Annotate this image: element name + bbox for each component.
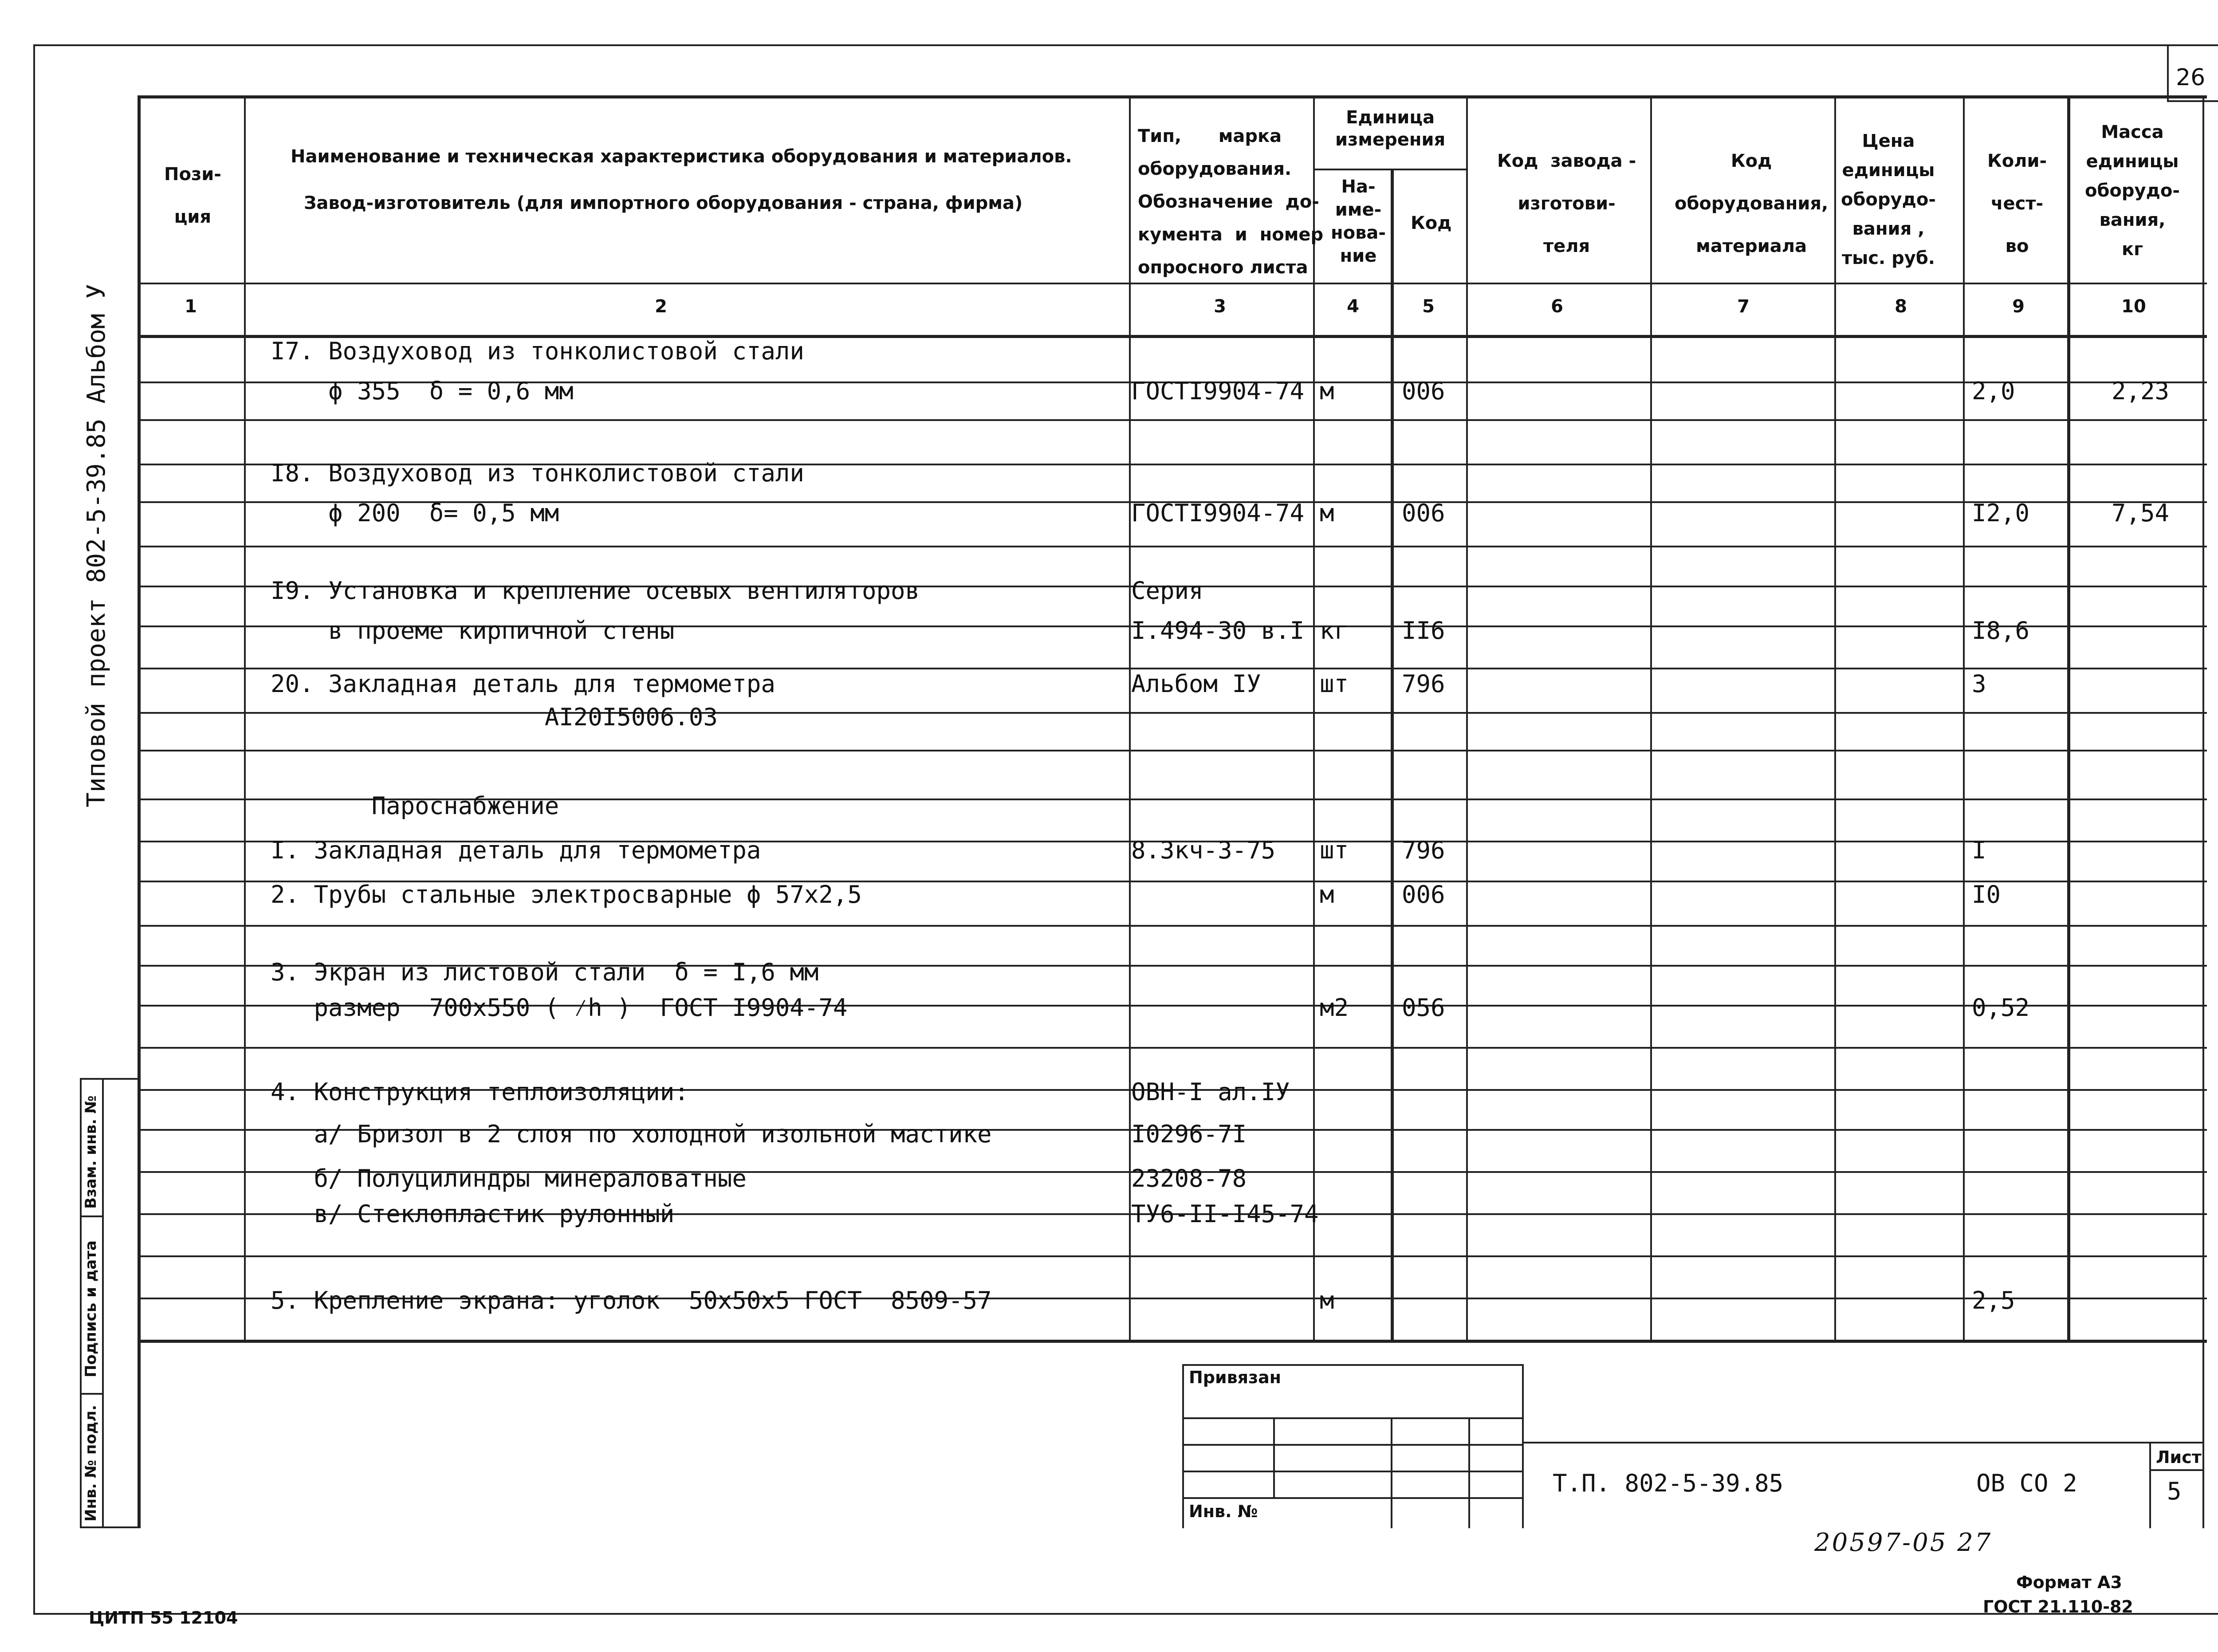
header-col7: Код оборудования, материала [1675,151,1829,256]
vline-right [2202,95,2204,1528]
stamp-sheet-number: 5 [2167,1477,2182,1505]
vline-2 [1129,95,1131,1342]
row-name: а/ Бризол в 2 слоя по холодной изольной мастике [271,1120,992,1148]
page-box-bottom [2167,100,2218,102]
vline-left [138,95,141,1528]
row-unit: шт [1320,836,1349,864]
header-col5: Код [1411,213,1452,233]
stamp-sheet-split [2149,1469,2204,1471]
vline-7 [1834,95,1836,1342]
row-code: 006 [1402,499,1445,527]
row-unit: шт [1320,670,1349,698]
table-top [138,95,2207,98]
row-code: II6 [1402,617,1445,645]
header-col1: Пози- ция [164,164,221,227]
vline-6 [1650,95,1652,1342]
colnum-3: 3 [1214,296,1226,317]
row-qty: 0,52 [1972,994,2030,1022]
row-code: 796 [1402,670,1445,698]
stamp-attached-label: Привязан [1189,1368,1282,1387]
row-unit: м [1320,1286,1334,1314]
header-col10: Масса единицы оборудо- вания, кг [2085,122,2180,260]
row-doc: ГОСТI9904-74 [1131,499,1305,527]
header-col2-line2: Завод-изготовитель (для импортного оборудования - страна, фирма) [304,193,1023,213]
side-stamp-inv: Инв. № подл. [82,1404,100,1522]
colnum-8: 8 [1895,296,1907,317]
row-name: в проеме кирпичной стены [271,617,675,645]
row-doc: ТУ6-II-I45-74 [1131,1200,1319,1228]
row-doc: I0296-7I [1131,1120,1247,1148]
stamp-col-a [1273,1417,1275,1497]
side-stamp-podpis: Подпись и дата [82,1240,100,1377]
row-name: I. Закладная деталь для термометра [271,836,761,864]
row-name: размер 700x550 ( ⁄h ) ГОСТ I9904-74 [271,994,848,1022]
stamp-line-3 [1182,1471,1524,1472]
row-divider [138,750,2207,751]
colnum-10: 10 [2121,296,2146,317]
side-stamp-inner [102,1078,104,1528]
row-name: I9. Установка и крепление осевых вентиляторов [271,577,920,605]
row-code: 006 [1402,881,1445,909]
vline-1 [244,95,246,1342]
header-col6: Код завода - изготови- теля [1497,151,1636,256]
side-stamp-vzam: Взам. инв. № [82,1095,100,1209]
stamp-designation: Т.П. 802-5-39.85 [1553,1469,1784,1497]
row-doc: 8.3кч-3-75 [1131,836,1276,864]
stamp-col-c [1468,1417,1470,1528]
stamp-line-4 [1182,1497,1524,1499]
side-stamp-left [80,1078,82,1528]
handwritten-number: 20597-05 27 [1814,1528,1993,1557]
row-qty: I0 [1972,881,2001,909]
page-box-left [2167,44,2169,102]
row-name: ϕ 200 δ= 0,5 мм [271,499,559,527]
format-label: Формат А3 [2016,1573,2122,1592]
row-doc: I.494-30 в.I [1131,617,1305,645]
row-doc: Альбом IУ [1131,670,1261,698]
row-code: 796 [1402,836,1445,864]
row-name: 3. Экран из листовой стали δ = I,6 мм [271,958,819,986]
colnum-1: 1 [185,296,197,317]
row-name: в/ Стеклопластик рулонный [271,1200,675,1228]
row-name: Пароснабжение [271,792,559,820]
stamp-col-b [1391,1417,1392,1528]
stamp-sheet-left [2149,1442,2151,1528]
standard-label: ГОСТ 21.110-82 [1983,1597,2133,1617]
stamp-sheet-label: Лист [2156,1447,2202,1467]
row-divider [138,546,2207,547]
row-qty: I8,6 [1972,617,2030,645]
row-unit: м [1320,377,1334,405]
row-mass: 7,54 [2112,499,2170,527]
colnum-7: 7 [1737,296,1750,317]
row-qty: I [1972,836,1986,864]
header-col9: Коли- чест- во [1987,151,2047,256]
row-qty: 2,0 [1972,377,2015,405]
stamp-line-1 [1182,1417,1524,1419]
row-doc: 23208-78 [1131,1164,1247,1192]
row-name: 5. Крепление экрана: уголок 50x50x5 ГОСТ 8509-57 [271,1286,992,1314]
stamp-code: ОВ СО 2 [1976,1469,2077,1497]
table-bottom [138,1340,2207,1343]
row-unit: м [1320,499,1334,527]
side-stamp-top [80,1078,139,1080]
row-name: ϕ 355 δ = 0,6 мм [271,377,574,405]
vline-9 [2067,95,2070,1342]
row-unit: кг [1320,617,1349,645]
colnum-9: 9 [2012,296,2025,317]
row-name: I8. Воздуховод из тонколистовой стали [271,459,804,487]
side-stamp-div-2 [80,1393,102,1395]
vline-5 [1466,95,1468,1342]
colnum-2: 2 [655,296,667,317]
header-col45: Единица измерения [1335,107,1446,150]
row-divider [138,419,2207,421]
row-divider [138,1047,2207,1049]
row-doc: Серия [1131,577,1203,605]
stamp-inv-label: Инв. № [1189,1502,1258,1521]
side-stamp-div-1 [80,1215,102,1217]
stamp-attached-top [1182,1364,1524,1366]
row-divider [138,925,2207,927]
row-unit: м [1320,881,1334,909]
row-divider [138,668,2207,669]
stamp-attached-left [1182,1364,1184,1528]
row-qty: 3 [1972,670,1986,698]
colnum-4: 4 [1347,296,1359,317]
header-col8: Цена единицы оборудо- вания , тыс. руб. [1841,131,1936,268]
row-doc: ГОСТI9904-74 [1131,377,1305,405]
row-name: AI20I5006.03 [271,703,718,731]
printer-label: ЦИТП 55 12104 [89,1608,238,1628]
row-name: 2. Трубы стальные электросварные ϕ 57x2,5 [271,881,862,909]
row-name: 20. Закладная деталь для термометра [271,670,775,698]
row-divider [138,1255,2207,1257]
row-name: б/ Полуцилиндры минераловатные [271,1164,747,1192]
row-code: 056 [1402,994,1445,1022]
page-number: 26 [2176,64,2206,91]
header-col4: На- име- нова- ние [1331,177,1386,266]
colnum-6: 6 [1551,296,1563,317]
colnum-5: 5 [1422,296,1435,317]
stamp-attached-right [1522,1364,1524,1528]
header-col2-line1: Наименование и техническая характеристика оборудования и материалов. [291,146,1072,167]
header-col3: Тип, марка оборудования. Обозначение до- кумента и номер опросного листа [1138,126,1324,278]
vline-4 [1391,169,1394,1342]
row-doc: ОВН-I ал.IУ [1131,1078,1290,1106]
row-mass: 2,23 [2112,377,2170,405]
row-unit: м2 [1320,994,1349,1022]
vline-8 [1963,95,1965,1342]
row-name: 4. Конструкция теплоизоляции: [271,1078,689,1106]
row-qty: 2,5 [1972,1286,2015,1314]
row-name: I7. Воздуховод из тонколистовой стали [271,337,804,365]
stamp-line-2 [1182,1444,1524,1446]
drawing-frame [33,44,2218,1615]
album-label: Типовой проект 802-5-39.85 Альбом У [82,283,111,807]
side-stamp-bottom [80,1526,139,1528]
row-code: 006 [1402,377,1445,405]
stamp-main-top [1522,1442,2204,1444]
unit-split [1313,169,1466,170]
row-qty: I2,0 [1972,499,2030,527]
